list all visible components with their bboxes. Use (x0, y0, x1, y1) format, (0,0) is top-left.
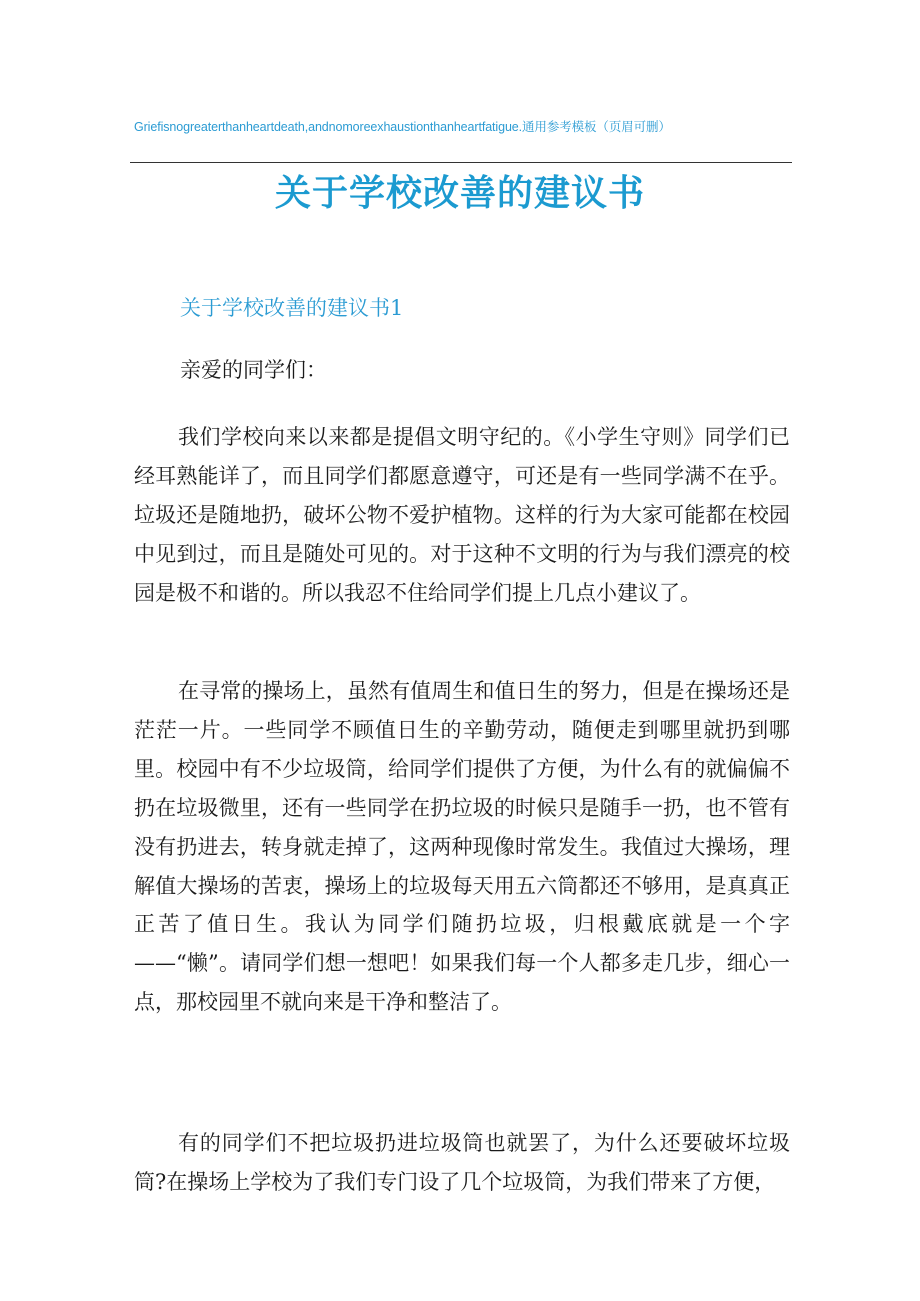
paragraph: 在寻常的操场上，虽然有值周生和值日生的努力，但是在操场还是茫茫一片。一些同学不顾值日生的辛勤劳动，随便走到哪里就扔到哪里。校园中有不少垃圾筒，给同学们提供了方便，为什么有的就偏偏不扔在垃圾微里，还有一些同学在扔垃圾的时候只是随手一扔，也不管有没有扔进去，转身就走掉了，这两种现像时常发生。我值过大操场，理解值大操场的苦衷，操场上的垃圾每天用五六筒都还不够用，是真真正正苦了值日生。我认为同学们随扔垃圾，归根戴底就是一个字——“懒”。请同学们想一想吧！如果我们每一个人都多走几步，细心一点，那校园里不就向来是干净和整洁了。 (134, 679, 790, 1015)
header-divider (130, 162, 792, 163)
greeting: 亲爱的同学们： (180, 358, 327, 382)
header-text: Griefisnogreaterthanheartdeath,andnomoreexhaustionthanheartfatigue.通用参考模板（页眉可删） (134, 120, 671, 134)
section-heading: 关于学校改善的建议书1 (180, 296, 404, 320)
paragraph: 有的同学们不把垃圾扔进垃圾筒也就罢了，为什么还要破坏垃圾筒?在操场上学校为了我们专门设了几个垃圾筒，为我们带来了方便， (134, 1131, 790, 1194)
paragraph: 我们学校向来以来都是提倡文明守纪的。《小学生守则》同学们已经耳熟能详了，而且同学们都愿意遵守，可还是有一些同学满不在乎。垃圾还是随地扔，破坏公物不爱护植物。这样的行为大家可能都在校园中见到过，而且是随处可见的。对于这种不文明的行为与我们漂亮的校园是极不和谐的。所以我忍不住给同学们提上几点小建议了。 (134, 425, 790, 605)
document-title: 关于学校改善的建议书 (274, 173, 645, 214)
